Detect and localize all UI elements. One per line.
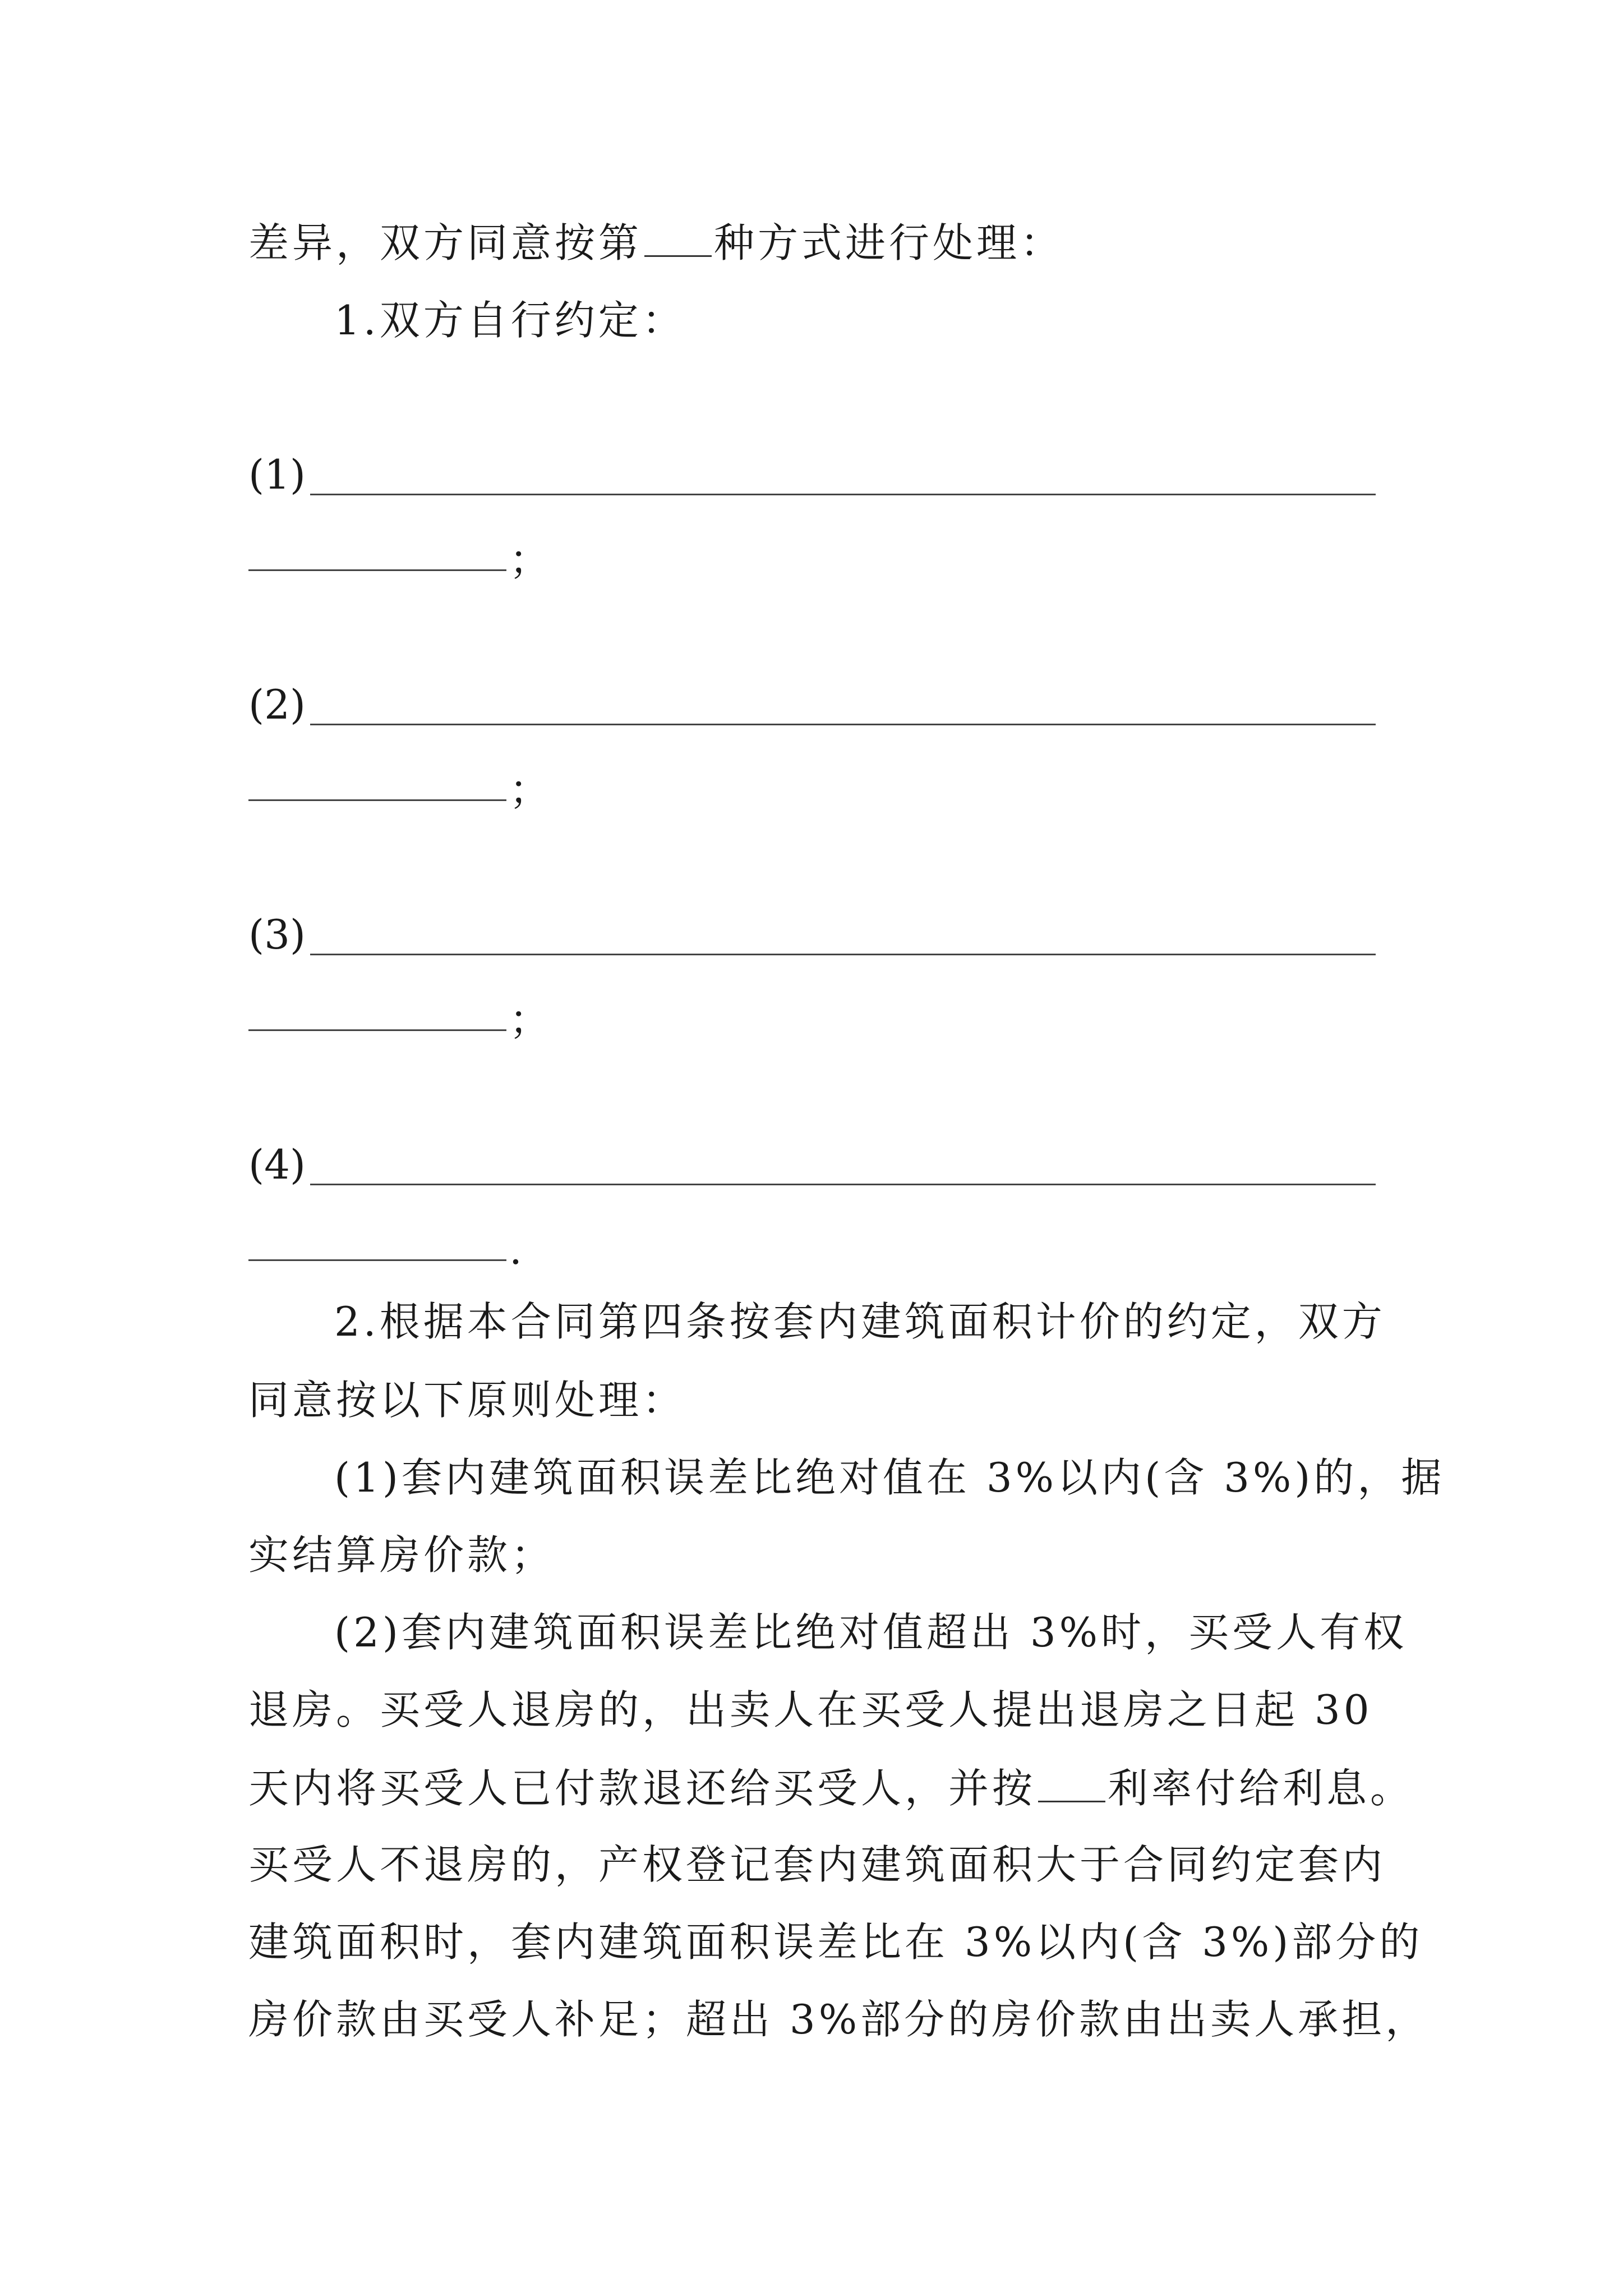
blank-line	[310, 954, 1376, 955]
text-line	[334, 297, 686, 344]
item-end: .	[509, 1226, 522, 1273]
item-label: (3)	[248, 911, 306, 958]
text-line	[334, 1454, 1445, 1501]
blank-line	[248, 799, 506, 801]
item-label: (2)	[248, 681, 306, 728]
item-end: ；	[509, 766, 550, 813]
text-fragment: 建筑面积时，套内建筑面积误差比在 3%以内(含 3%)部分的	[248, 1918, 1423, 1966]
blank-line	[310, 724, 1376, 725]
blank-line	[248, 1029, 506, 1031]
text-line	[248, 1686, 1373, 1733]
text-fragment: (2)套内建筑面积误差比绝对值超出 3%时，买受人有权	[334, 1609, 1408, 1656]
text-line	[334, 1609, 1408, 1656]
text-fragment: 同意按以下原则处理：	[248, 1377, 686, 1424]
text-line	[248, 1996, 1430, 2043]
item-end: ；	[509, 996, 550, 1043]
text-fragment: 实结算房价款；	[248, 1531, 555, 1579]
text-line	[248, 1841, 1386, 1888]
text-line	[248, 1531, 555, 1579]
text-line	[334, 1298, 1386, 1345]
item-label: (4)	[248, 1141, 306, 1188]
text-fragment: 2.根据本合同第四条按套内建筑面积计价的约定，双方	[334, 1298, 1386, 1345]
text-line	[248, 1918, 1423, 1966]
text-fragment: 差异，双方同意按第	[248, 219, 643, 266]
blank-field	[1038, 1767, 1105, 1802]
text-fragment: (1)套内建筑面积误差比绝对值在 3%以内(含 3%)的，据	[334, 1454, 1445, 1501]
text-fragment: 天内将买受人已付款退还给买受人，并按	[248, 1765, 1036, 1812]
blank-field	[644, 222, 712, 257]
item-end: ；	[509, 536, 550, 583]
blank-line	[248, 1259, 506, 1261]
text-line	[248, 1377, 686, 1424]
text-fragment: 买受人不退房的，产权登记套内建筑面积大于合同约定套内	[248, 1841, 1386, 1888]
text-fragment: 种方式进行处理：	[714, 219, 1064, 266]
text-fragment: 利率付给利息。	[1108, 1765, 1414, 1812]
item-label: (1)	[248, 451, 306, 498]
text-line	[248, 219, 1064, 266]
text-fragment: 1.双方自行约定：	[334, 297, 686, 344]
blank-line	[310, 494, 1376, 495]
text-fragment: 房价款由买受人补足；超出 3%部分的房价款由出卖人承担，	[248, 1996, 1430, 2043]
blank-line	[310, 1184, 1376, 1185]
text-fragment: 退房。买受人退房的，出卖人在买受人提出退房之日起 30	[248, 1686, 1373, 1733]
text-line	[248, 1765, 1414, 1812]
blank-line	[248, 569, 506, 571]
